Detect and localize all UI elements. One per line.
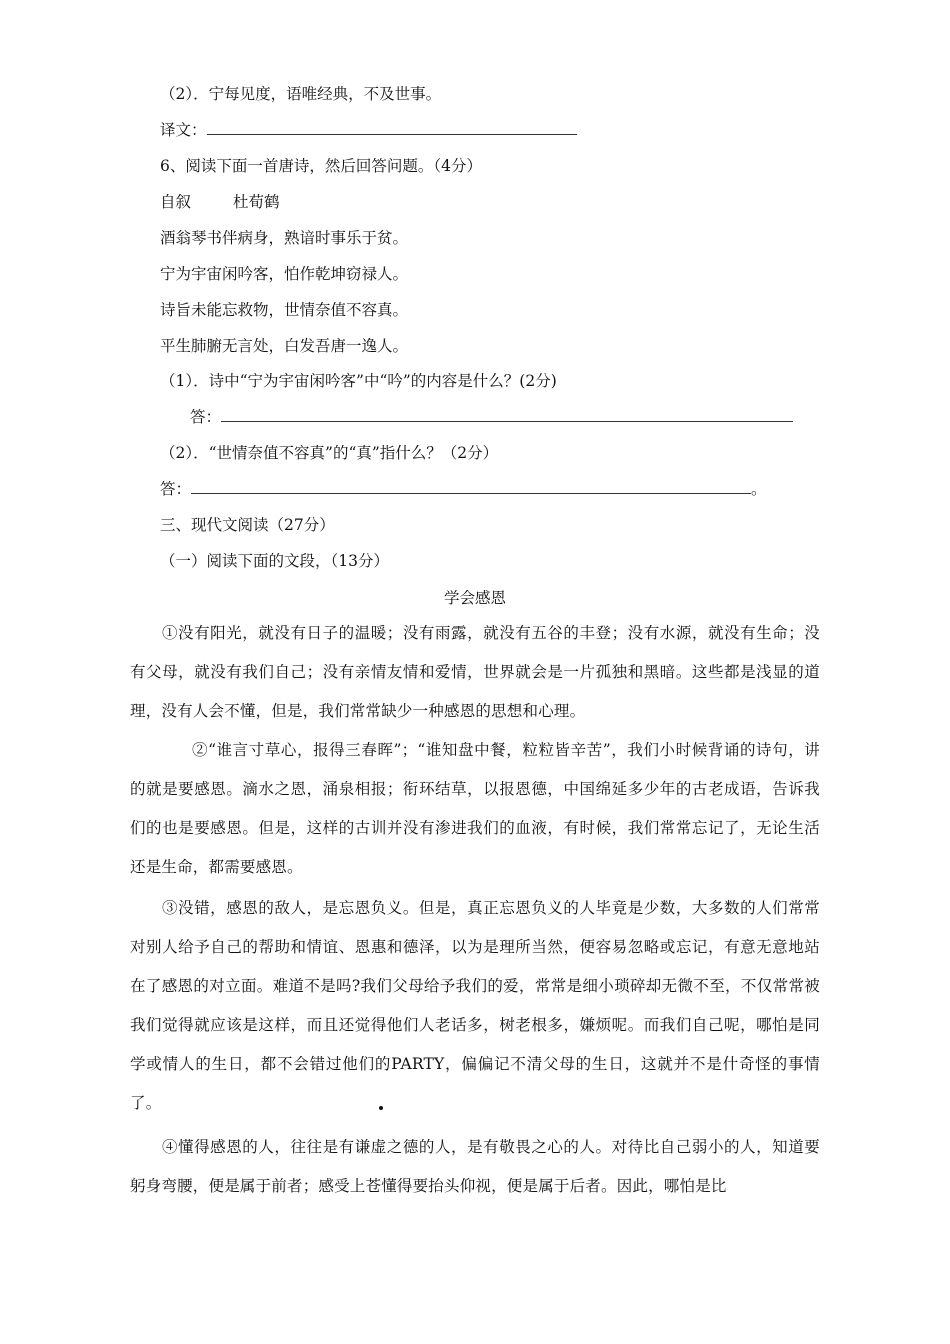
q6-sub1: （1）．诗中“宁为宇宙闲吟客”中“吟”的内容是什么？(2分) [160,372,557,390]
article-paragraph-3: ③没错，感恩的敌人，是忘恩负义。但是，真正忘恩负义的人毕竟是少数，大多数的人们常常对别人给予自己的帮助和情谊、恩惠和德泽，以为是理所当然，便容易忽略或忘记，有意无意地站在了感恩的对立面。难道不是吗?我们父母给予我们的爱，常常是细小琐碎却无微不至，不仅常常被我们觉得就应该是这样，而且还觉得他们人老话多，树老根多，嫌烦呢。而我们自己呢，哪怕是同学或情人的生日，都不会错过他们的PARTY，偏偏记不清父母的生日，这就并不是什奇怪的事情了。 [130,899,820,1112]
answer2-label: 答： [160,480,192,498]
answer2-end: 。 [751,480,767,498]
answer1-label: 答： [190,408,222,426]
article-paragraph-2: ②“谁言寸草心，报得三春晖”；“谁知盘中餐，粒粒皆辛苦”，我们小时候背诵的诗句，讲的就是要感恩。滴水之恩，涌泉相报；衔环结草，以报恩德，中国绵延多少年的古老成语，告诉我们的也是要感恩。但是，这样的古训并没有渗进我们的血液，有时候，我们常常忘记了，无论生活还是生命，都需要感恩。 [130,741,820,876]
article-paragraph-4: ④懂得感恩的人，往往是有谦虚之德的人，是有敬畏之心的人。对待比自己弱小的人，知道要躬身弯腰，便是属于前者；感受上苍懂得要抬头仰视，便是属于后者。因此，哪怕是比 [130,1138,820,1195]
section3-heading: 三、现代文阅读（27分） [160,516,335,534]
section3-part1: （一）阅读下面的文段，（13分） [160,552,389,570]
poem-title: 自叙 [160,193,192,211]
q6-sub2: （2）．“世情奈值不容真”的“真”指什么？（2分） [160,444,499,462]
article-title: 学会感恩 [443,589,506,607]
translation-answer-blank[interactable] [207,120,577,135]
article-paragraph-1: ①没有阳光，就没有日子的温暖；没有雨露，就没有五谷的丰登；没有水源，就没有生命；没有父母，就没有我们自己；没有亲情友情和爱情，世界就会是一片孤独和黑暗。这些都是浅显的道理，没有人会不懂，但是，我们常常缺少一种感恩的思想和心理。 [130,624,820,720]
stray-dot-mark [379,1106,383,1110]
poem-author: 杜荀鹤 [233,193,280,211]
q6-heading: 6、阅读下面一首唐诗，然后回答问题。（4分） [160,157,482,175]
poem-line: 宁为宇宙闲吟客，怕作乾坤窃禄人。 [160,265,409,283]
poem-line: 平生肺腑无言处，白发吾唐一逸人。 [160,337,409,355]
answer1-blank[interactable] [221,407,793,422]
poem-line: 酒翁琴书伴病身，熟谙时事乐于贫。 [160,229,409,247]
poem-header [160,192,280,212]
translation-line [160,120,577,140]
q5-2-sentence: （2）．宁每见度，语唯经典，不及世事。 [160,85,442,103]
translation-label: 译文： [160,121,207,139]
answer2-blank[interactable] [191,479,751,494]
poem-line: 诗旨未能忘救物，世情奈值不容真。 [160,301,409,319]
answer2-line [160,479,767,499]
answer1-line [190,407,793,427]
